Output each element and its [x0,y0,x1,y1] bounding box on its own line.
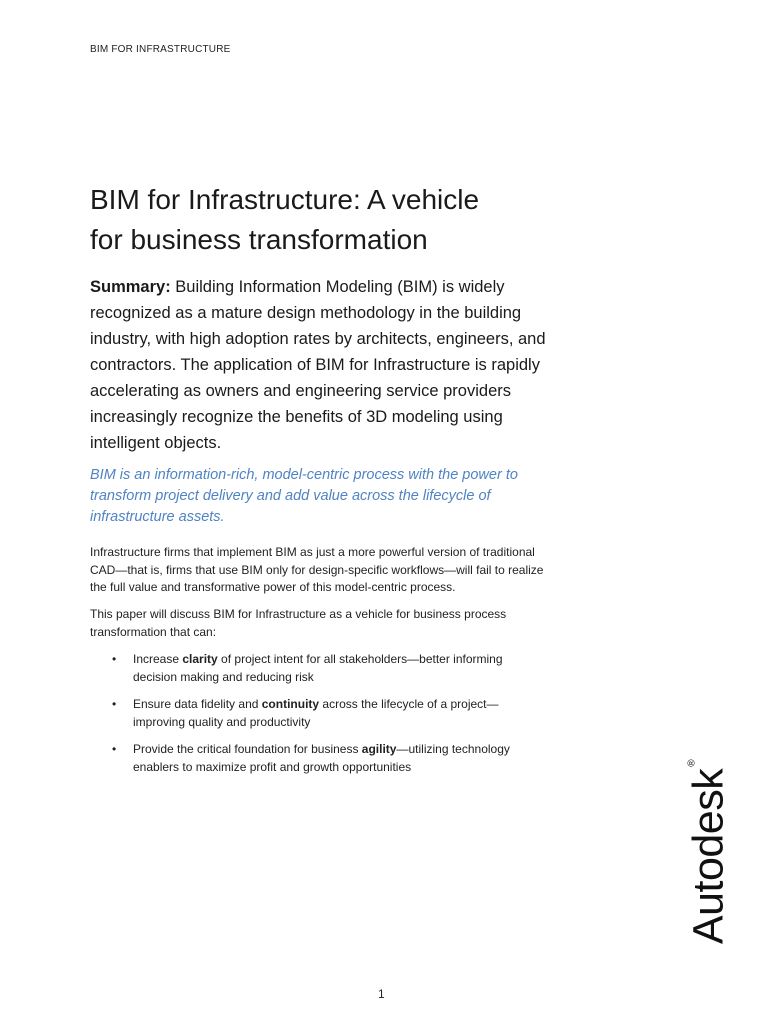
bullet-text-before: Increase [133,652,183,666]
summary-text: Building Information Modeling (BIM) is widely recognized as a mature design methodology in the building industry, with high adoption rates by architects, engineers, and contractors. The application of BIM for Infrastructure is rapidly accelerating as owners and engineering service providers increasingly recognize the benefits of 3D modeling using intelligent objects. [90,278,546,452]
title-line-2: for business transformation [90,224,428,255]
document-title [90,180,610,260]
summary-label: Summary: [90,278,171,296]
bullet-icon: • [112,652,117,666]
logo-wordmark: Autodesk [684,768,733,945]
pull-quote: BIM is an information-rich, model-centric process with the power to transform project delivery and add value across the lifecycle of infrastructure assets. [90,467,518,525]
bullet-list [112,651,532,786]
body-paragraph-1: Infrastructure firms that implement BIM as just a more powerful version of traditional CAD—that is, firms that use BIM only for design-specific workflows—will fail to realize the full value and transformative power of this model-centric process. [90,545,544,594]
bullet-text-before: Provide the critical foundation for business [133,742,362,756]
title-line-1: BIM for Infrastructure: A vehicle [90,184,480,215]
bullet-keyword: clarity [182,652,218,666]
page-number: 1 [378,987,385,1001]
bullet-keyword: agility [361,742,397,756]
running-header: BIM FOR INFRASTRUCTURE [90,44,231,55]
registered-mark-icon: ® [686,759,698,767]
bullet-icon: • [112,697,117,711]
bullet-item-agility [112,741,532,776]
bullet-icon: • [112,742,117,756]
bullet-text-after: across the lifecycle of a project—improving quality and productivity [133,697,499,729]
bullet-item-clarity [112,651,532,686]
bullet-keyword: continuity [261,697,320,711]
autodesk-logo [684,759,733,945]
body-paragraph-2: This paper will discuss BIM for Infrastructure as a vehicle for business process transformation that can: [90,607,507,639]
bullet-text-after: —utilizing technology enablers to maximize profit and growth opportunities [133,742,510,774]
summary-paragraph [90,274,560,456]
bullet-text-after: of project intent for all stakeholders—better informing decision making and reducing risk [133,652,503,684]
bullet-text-before: Ensure data fidelity and [133,697,262,711]
bullet-item-continuity [112,696,532,731]
